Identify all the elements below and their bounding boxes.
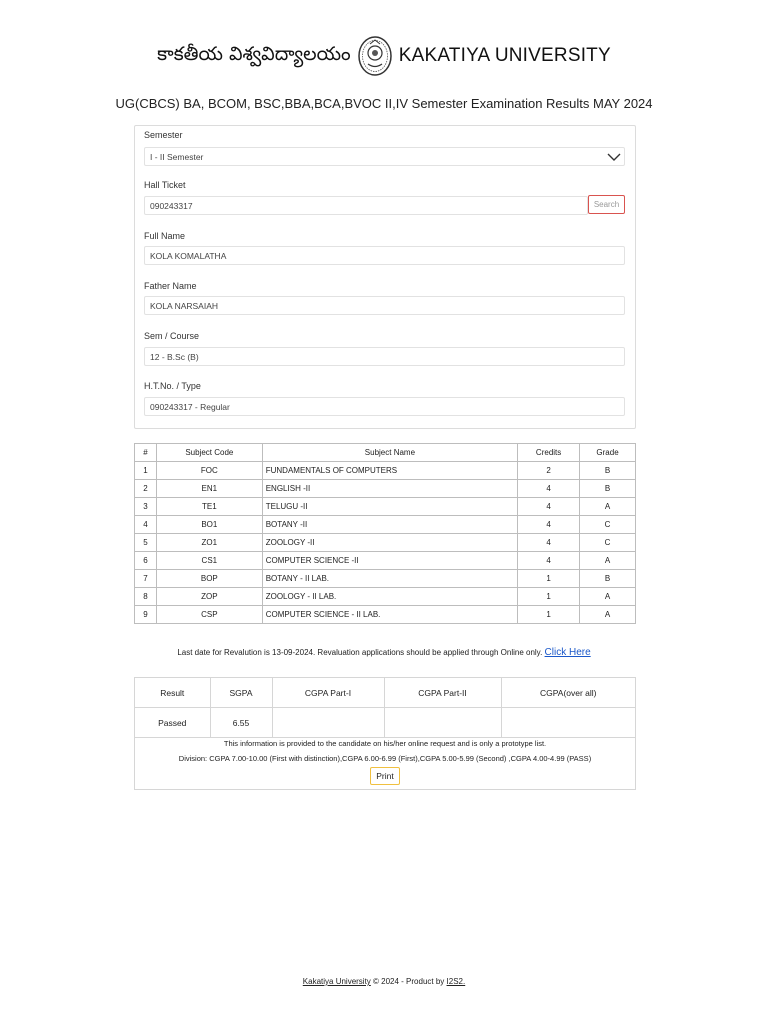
subject-code: BOP (156, 570, 262, 588)
revaluation-notice (0, 647, 768, 658)
credits: 4 (518, 534, 580, 552)
grade: C (580, 534, 636, 552)
full-name-label: Full Name (144, 231, 186, 241)
row-number: 3 (135, 498, 157, 516)
row-number: 7 (135, 570, 157, 588)
disclaimer-text: This information is provided to the candidate on his/her online request and is only a prototype list. (223, 739, 547, 748)
subject-name: FUNDAMENTALS OF COMPUTERS (262, 462, 517, 480)
htno-type-label: H.T.No. / Type (144, 381, 201, 391)
table-row (135, 498, 636, 516)
row-number: 4 (135, 516, 157, 534)
row-number: 9 (135, 606, 157, 624)
credits: 4 (518, 516, 580, 534)
cgpa-overall-value (501, 708, 635, 738)
credits: 4 (518, 552, 580, 570)
grade: B (580, 462, 636, 480)
division-criteria-text: Division: CGPA 7.00-10.00 (First with distinction),CGPA 6.00-6.99 (First),CGPA 5.00-5.99 (Second) ,CGPA 4.00-4.99 (PASS) (178, 754, 592, 763)
htno-type-field: 090243317 - Regular (144, 397, 625, 416)
table-row (135, 570, 636, 588)
grade: A (580, 552, 636, 570)
column-header: Subject Code (156, 444, 262, 462)
page-footer (0, 977, 768, 986)
result-column-header: SGPA (210, 678, 272, 708)
column-header: Subject Name (262, 444, 517, 462)
hall-ticket-label: Hall Ticket (144, 180, 186, 190)
subject-code: BO1 (156, 516, 262, 534)
grade: B (580, 570, 636, 588)
table-row (135, 588, 636, 606)
site-header (0, 34, 768, 78)
father-name-field: KOLA NARSAIAH (144, 296, 625, 315)
subject-name: TELUGU -II (262, 498, 517, 516)
result-column-header: CGPA Part-I (272, 678, 384, 708)
table-row (135, 462, 636, 480)
hall-ticket-input[interactable]: 090243317 (144, 196, 588, 215)
full-name-field: KOLA KOMALATHA (144, 246, 625, 265)
row-number: 5 (135, 534, 157, 552)
credits: 2 (518, 462, 580, 480)
print-button[interactable]: Print (370, 767, 400, 785)
chevron-down-icon (607, 151, 621, 163)
sem-course-field: 12 - B.Sc (B) (144, 347, 625, 366)
credits: 1 (518, 588, 580, 606)
credits: 1 (518, 570, 580, 588)
result-summary (134, 677, 636, 790)
subjects-table (134, 443, 636, 624)
university-name-english: KAKATIYA UNIVERSITY (398, 45, 611, 66)
footer-copyright: © 2024 - Product by (370, 977, 447, 986)
row-number: 6 (135, 552, 157, 570)
footer-product-link[interactable]: I2S2. (446, 977, 466, 986)
table-row (135, 552, 636, 570)
credits: 1 (518, 606, 580, 624)
exam-title: UG(CBCS) BA, BCOM, BSC,BBA,BCA,BVOC II,IV Semester Examination Results MAY 2024 (115, 96, 653, 111)
table-row (135, 534, 636, 552)
column-header: # (135, 444, 157, 462)
cgpa-part-2-value (384, 708, 501, 738)
subject-name: COMPUTER SCIENCE -II (262, 552, 517, 570)
semester-label: Semester (144, 130, 183, 140)
grade: B (580, 480, 636, 498)
search-button[interactable]: Search (588, 195, 625, 214)
result-status: Passed (135, 708, 210, 738)
student-details-form (134, 125, 636, 429)
cgpa-part-1-value (272, 708, 384, 738)
result-column-header: CGPA Part-II (384, 678, 501, 708)
subject-name: ZOOLOGY -II (262, 534, 517, 552)
semester-select[interactable] (144, 147, 625, 166)
result-values-row (135, 708, 635, 738)
subject-code: FOC (156, 462, 262, 480)
credits: 4 (518, 498, 580, 516)
column-header: Credits (518, 444, 580, 462)
table-row (135, 516, 636, 534)
row-number: 1 (135, 462, 157, 480)
footer-university-link[interactable]: Kakatiya University (302, 977, 371, 986)
revaluation-click-here-link[interactable]: Click Here (544, 647, 591, 658)
university-name-telugu: కాకతీయ విశ్వవిద్యాలయం (157, 42, 351, 65)
result-column-header: Result (135, 678, 210, 708)
result-header-row (135, 678, 635, 708)
grade: A (580, 588, 636, 606)
credits: 4 (518, 480, 580, 498)
father-name-label: Father Name (144, 281, 197, 291)
subject-code: CSP (156, 606, 262, 624)
university-seal-icon (357, 35, 393, 77)
sem-course-label: Sem / Course (144, 331, 200, 341)
row-number: 8 (135, 588, 157, 606)
subject-code: ZO1 (156, 534, 262, 552)
row-number: 2 (135, 480, 157, 498)
column-header: Grade (580, 444, 636, 462)
subjects-header-row (135, 444, 636, 462)
subject-code: ZOP (156, 588, 262, 606)
subject-name: BOTANY -II (262, 516, 517, 534)
grade: C (580, 516, 636, 534)
subject-name: COMPUTER SCIENCE - II LAB. (262, 606, 517, 624)
subject-code: EN1 (156, 480, 262, 498)
subject-code: TE1 (156, 498, 262, 516)
table-row (135, 606, 636, 624)
sgpa-value: 6.55 (210, 708, 272, 738)
semester-selected-value: I - II Semester (150, 152, 204, 162)
subject-name: ENGLISH -II (262, 480, 517, 498)
subject-code: CS1 (156, 552, 262, 570)
subject-name: BOTANY - II LAB. (262, 570, 517, 588)
revaluation-text: Last date for Revalution is 13-09-2024. Revaluation applications should be applied through Online only. (177, 648, 543, 657)
table-row (135, 480, 636, 498)
grade: A (580, 498, 636, 516)
subject-name: ZOOLOGY - II LAB. (262, 588, 517, 606)
result-column-header: CGPA(over all) (501, 678, 635, 708)
result-table (135, 678, 635, 738)
grade: A (580, 606, 636, 624)
